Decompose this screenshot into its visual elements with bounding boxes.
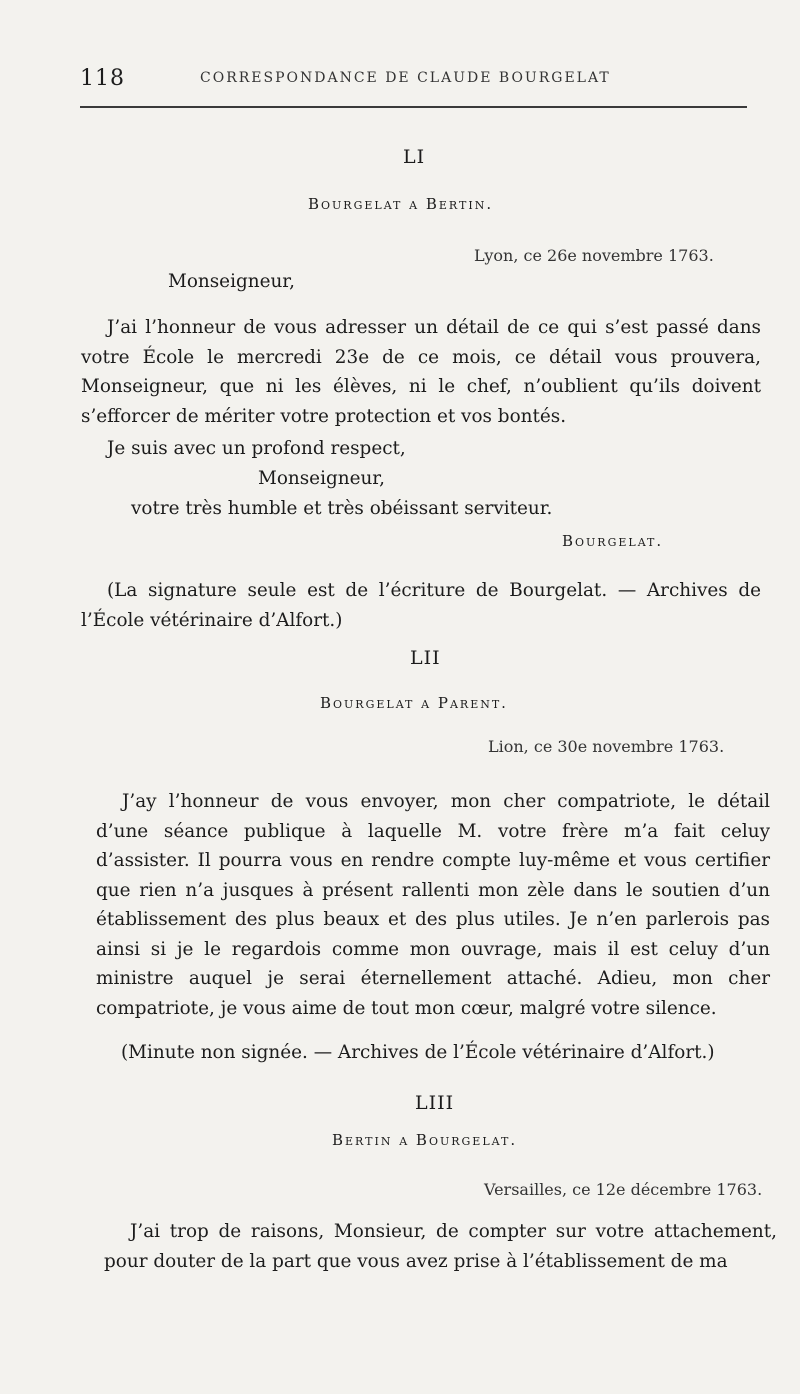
letter-dateline: Lyon, ce 26e novembre 1763. <box>474 246 714 265</box>
letter-dateline: Lion, ce 30e novembre 1763. <box>488 737 725 756</box>
letter-number: LIII <box>415 1092 455 1114</box>
letter-closing: Je suis avec un profond respect, <box>107 438 406 459</box>
letter-heading: Bourgelat a Parent. <box>320 694 508 712</box>
letter-closing: votre très humble et très obéissant serviteur. <box>131 498 553 519</box>
letter-body: J’ay l’honneur de vous envoyer, mon cher compatriote, le détail d’une séance publique à laquelle M. votre frère m’a fait celuy d’assister. Il pourra vous en rendre compte luy-même et vous certifier que rien n’a jusques à présent rallenti mon zèle dans le soutien d’un établissement des plus beaux et des plus utiles. Je n’en parlerois pas ainsi si je le regardois comme mon ouvrage, mais il est celuy d’un ministre auquel je serai éternellement attaché. Adieu, mon cher compatriote, je vous aime de tout mon cœur, malgré votre silence. <box>96 791 770 1019</box>
letter-body: J’ai l’honneur de vous adresser un détail de ce qui s’est passé dans votre École le mercredi 23e de ce mois, ce détail vous prouvera, Monseigneur, que ni les élèves, ni le chef, n’oublient qu’ils doivent s’efforcer de mériter votre protection et vos bontés. <box>81 317 761 427</box>
letter-closing: Monseigneur, <box>258 468 385 489</box>
archival-note: (Minute non signée. — Archives de l’École vétérinaire d’Alfort.) <box>121 1042 715 1063</box>
page-number: 118 <box>80 66 125 91</box>
letter-number: LI <box>403 146 426 168</box>
letter-salutation: Monseigneur, <box>168 271 295 292</box>
letter-heading: Bourgelat a Bertin. <box>308 195 494 213</box>
letter-dateline: Versailles, ce 12e décembre 1763. <box>484 1180 763 1199</box>
letter-body: J’ai trop de raisons, Monsieur, de compter sur votre attachement, pour douter de la part que vous avez prise à l’établissement de ma <box>104 1221 777 1272</box>
letter-number: LII <box>410 647 441 669</box>
running-title: CORRESPONDANCE DE CLAUDE BOURGELAT <box>200 70 611 86</box>
letter-signature: Bourgelat. <box>562 532 664 550</box>
page-header <box>80 66 760 92</box>
header-rule <box>80 106 747 108</box>
archival-note: (La signature seule est de l’écriture de Bourgelat. — Archives de l’École vétérinaire d’Alfort.) <box>81 580 761 631</box>
letter-heading: Bertin a Bourgelat. <box>332 1131 518 1149</box>
